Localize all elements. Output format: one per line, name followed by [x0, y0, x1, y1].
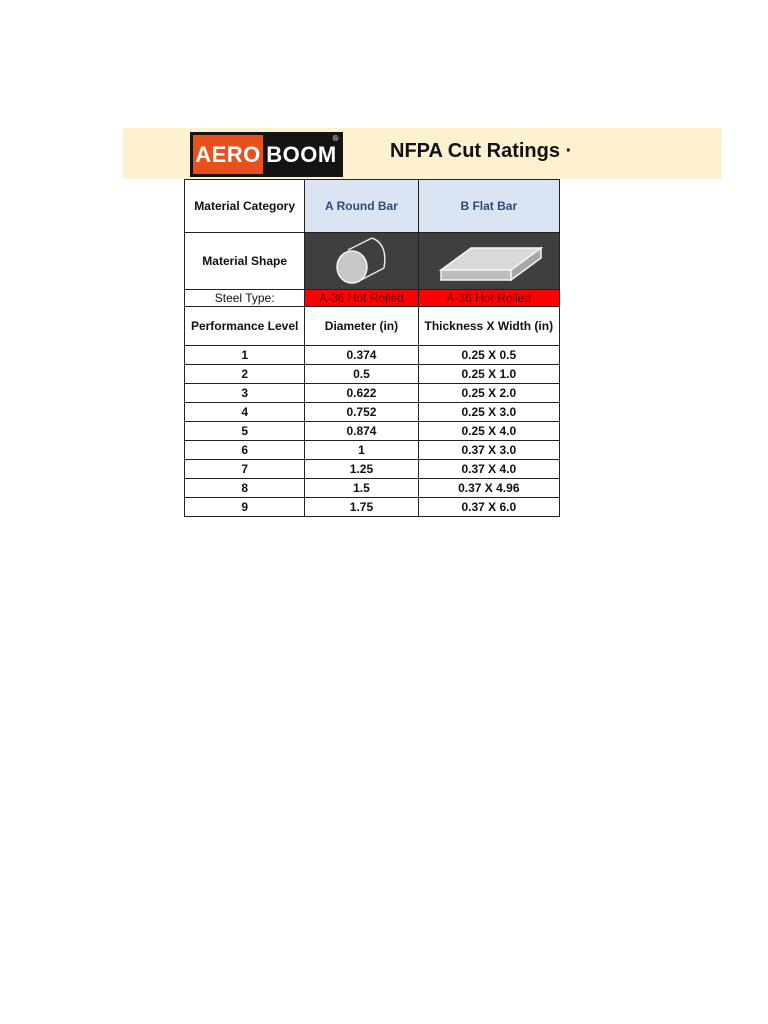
steel-type-label: Steel Type:	[185, 290, 305, 307]
round-bar-shape-cell	[305, 233, 418, 290]
level-cell: 6	[185, 441, 305, 460]
diameter-cell: 0.752	[305, 403, 418, 422]
flat-bar-cell: 0.37 X 4.96	[418, 479, 559, 498]
material-shape-label: Material Shape	[185, 233, 305, 290]
table-row	[185, 384, 560, 403]
diameter-header: Diameter (in)	[305, 307, 418, 346]
material-shape-row	[185, 233, 560, 290]
flat-bar-cell: 0.25 X 3.0	[418, 403, 559, 422]
flat-bar-icon	[429, 236, 549, 286]
flat-bar-cell: 0.25 X 1.0	[418, 365, 559, 384]
logo-right-block	[263, 135, 340, 174]
level-cell: 3	[185, 384, 305, 403]
round-bar-icon	[326, 236, 396, 286]
page-title: NFPA Cut Ratings ·	[390, 140, 573, 162]
level-cell: 9	[185, 498, 305, 517]
category-b-header: B Flat Bar	[418, 180, 559, 233]
category-a-header: A Round Bar	[305, 180, 418, 233]
logo-left-text: AERO	[193, 135, 263, 174]
flat-bar-cell: 0.25 X 0.5	[418, 346, 559, 365]
table-row	[185, 403, 560, 422]
table-row	[185, 460, 560, 479]
table-row	[185, 346, 560, 365]
diameter-cell: 0.374	[305, 346, 418, 365]
level-cell: 1	[185, 346, 305, 365]
diameter-cell: 0.5	[305, 365, 418, 384]
steel-type-a: A-36 Hot Rolled	[305, 290, 418, 307]
performance-level-label: Performance Level	[185, 307, 305, 346]
level-cell: 4	[185, 403, 305, 422]
diameter-cell: 0.874	[305, 422, 418, 441]
table-row	[185, 365, 560, 384]
header-banner	[123, 128, 722, 179]
thickness-width-header: Thickness X Width (in)	[418, 307, 559, 346]
performance-header-row	[185, 307, 560, 346]
logo-right-text: BOOM	[266, 141, 337, 167]
table-row	[185, 479, 560, 498]
diameter-cell: 0.622	[305, 384, 418, 403]
flat-bar-cell: 0.37 X 3.0	[418, 441, 559, 460]
level-cell: 5	[185, 422, 305, 441]
material-category-row	[185, 180, 560, 233]
flat-bar-shape-cell	[418, 233, 559, 290]
diameter-cell: 1.75	[305, 498, 418, 517]
steel-type-b: A-36 Hot Rolled	[418, 290, 559, 307]
diameter-cell: 1.5	[305, 479, 418, 498]
cut-ratings-table	[184, 179, 560, 517]
aeroboom-logo	[190, 132, 343, 177]
steel-type-row	[185, 290, 560, 307]
flat-bar-cell: 0.25 X 4.0	[418, 422, 559, 441]
flat-bar-cell: 0.25 X 2.0	[418, 384, 559, 403]
table-row	[185, 422, 560, 441]
flat-bar-cell: 0.37 X 6.0	[418, 498, 559, 517]
material-category-label: Material Category	[185, 180, 305, 233]
level-cell: 2	[185, 365, 305, 384]
table-row	[185, 498, 560, 517]
table-row	[185, 441, 560, 460]
diameter-cell: 1	[305, 441, 418, 460]
level-cell: 8	[185, 479, 305, 498]
flat-bar-cell: 0.37 X 4.0	[418, 460, 559, 479]
level-cell: 7	[185, 460, 305, 479]
registered-mark: ®	[332, 134, 339, 143]
diameter-cell: 1.25	[305, 460, 418, 479]
